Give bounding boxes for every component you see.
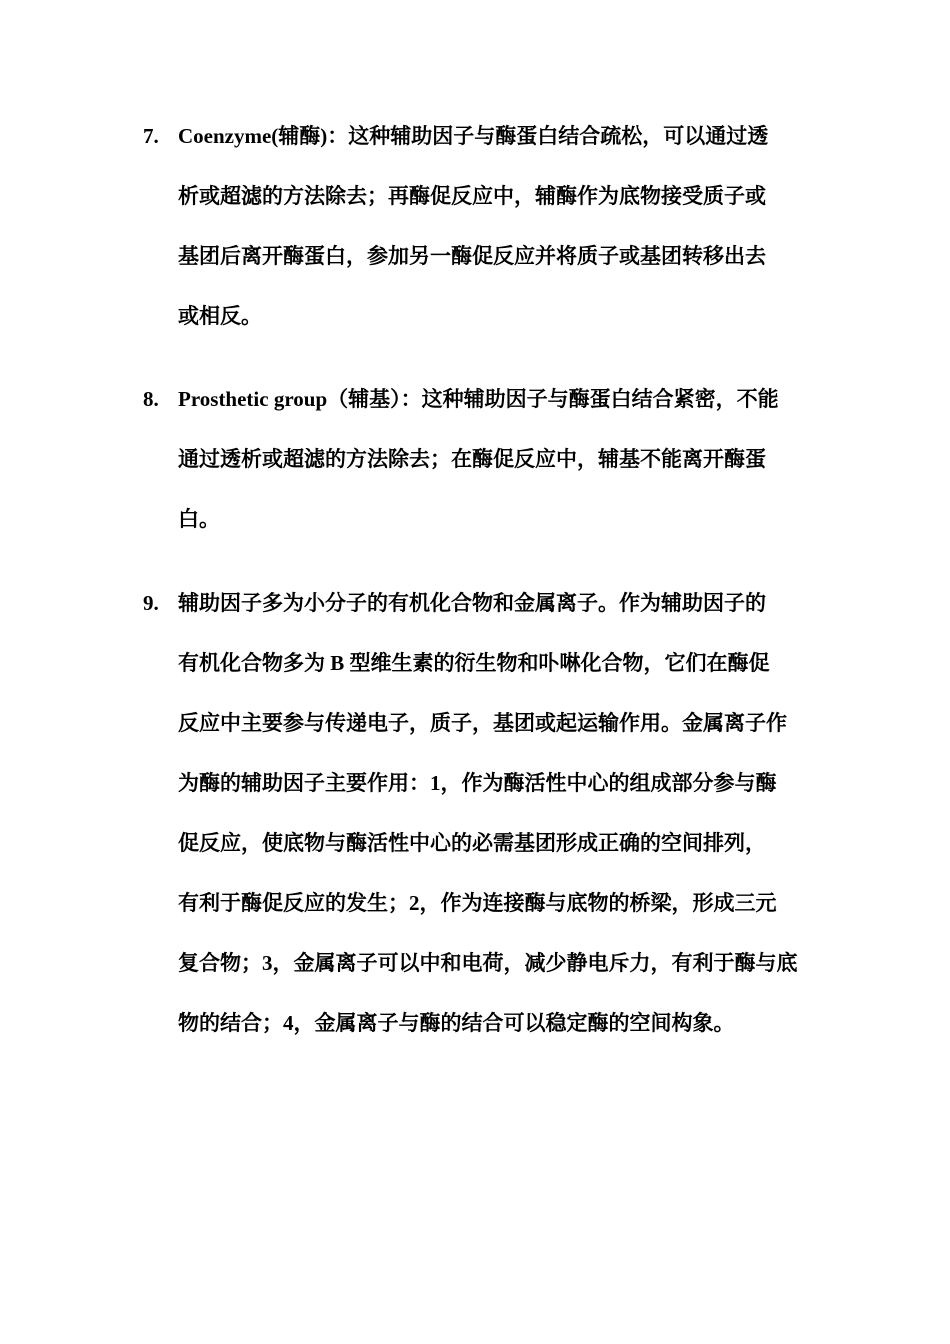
- item-number: 9.: [143, 591, 159, 615]
- text-line: Coenzyme(辅酶)：这种辅助因子与酶蛋白结合疏松，可以通过透: [178, 124, 769, 148]
- list-item-9: [143, 573, 813, 1053]
- item-text: [178, 369, 813, 549]
- text-line: 复合物；3，金属离子可以中和电荷，减少静电斥力，有利于酶与底: [178, 951, 798, 975]
- item-number: 7.: [143, 124, 159, 148]
- item-text: [178, 573, 813, 1053]
- text-line: 物的结合；4，金属离子与酶的结合可以稳定酶的空间构象。: [178, 1011, 735, 1035]
- text-line: 通过透析或超滤的方法除去；在酶促反应中，辅基不能离开酶蛋: [178, 447, 766, 471]
- item-number: 8.: [143, 387, 159, 411]
- text-line: 辅助因子多为小分子的有机化合物和金属离子。作为辅助因子的: [178, 591, 766, 615]
- text-line: 析或超滤的方法除去；再酶促反应中，辅酶作为底物接受质子或: [178, 184, 766, 208]
- text-line: 有机化合物多为 B 型维生素的衍生物和卟啉化合物，它们在酶促: [178, 651, 770, 675]
- list-item-7: [143, 106, 813, 346]
- item-text: [178, 106, 813, 346]
- text-line: 基团后离开酶蛋白，参加另一酶促反应并将质子或基团转移出去: [178, 244, 766, 268]
- text-line: 促反应，使底物与酶活性中心的必需基团形成正确的空间排列，: [178, 831, 766, 855]
- text-line: 反应中主要参与传递电子，质子，基团或起运输作用。金属离子作: [178, 711, 787, 735]
- text-line: 有利于酶促反应的发生；2，作为连接酶与底物的桥梁，形成三元: [178, 891, 777, 915]
- text-line: 为酶的辅助因子主要作用：1，作为酶活性中心的组成部分参与酶: [178, 771, 777, 795]
- list-item-8: [143, 369, 813, 549]
- text-line: Prosthetic group（辅基）：这种辅助因子与酶蛋白结合紧密，不能: [178, 387, 779, 411]
- text-line: 白。: [178, 507, 220, 531]
- text-line: 或相反。: [178, 304, 262, 328]
